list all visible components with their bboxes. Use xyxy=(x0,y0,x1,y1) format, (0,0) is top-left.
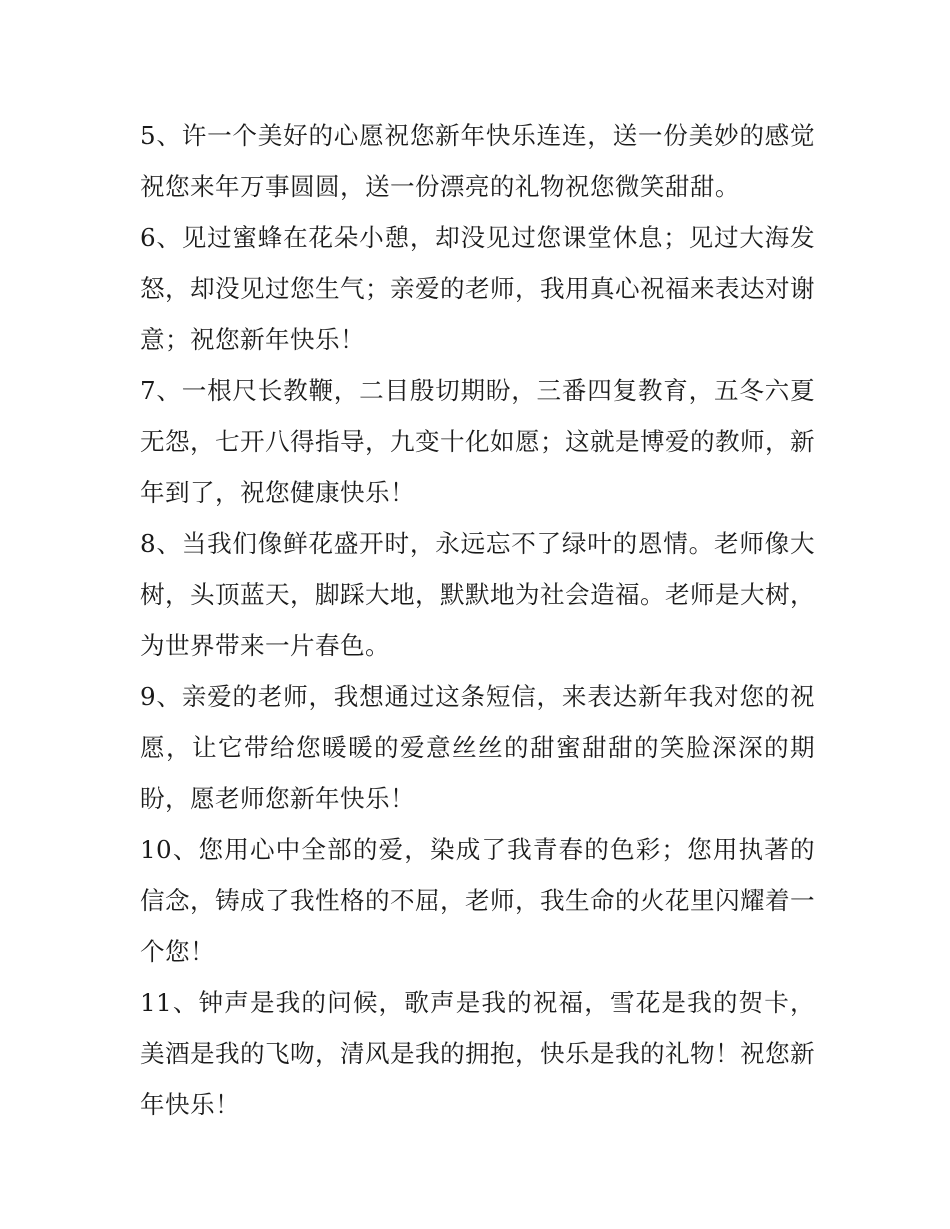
paragraph-7: 7、一根尺长教鞭，二目殷切期盼，三番四复教育，五冬六夏无怨，七开八得指导，九变十化如愿；这就是博爱的教师，新年到了，祝您健康快乐！ xyxy=(140,376,815,507)
paragraph-6: 6、见过蜜蜂在花朵小憩，却没见过您课堂休息；见过大海发怒，却没见过您生气；亲爱的老师，我用真心祝福来表达对谢意；祝您新年快乐！ xyxy=(140,223,815,354)
paragraph-9: 9、亲爱的老师，我想通过这条短信，来表达新年我对您的祝愿，让它带给您暖暖的爱意丝丝的甜蜜甜甜的笑脸深深的期盼，愿老师您新年快乐！ xyxy=(140,682,815,813)
document-body xyxy=(140,110,815,1130)
paragraph-8: 8、当我们像鲜花盛开时，永远忘不了绿叶的恩情。老师像大树，头顶蓝天，脚踩大地，默默地为社会造福。老师是大树，为世界带来一片春色。 xyxy=(140,529,815,660)
paragraph-11: 11、钟声是我的问候，歌声是我的祝福，雪花是我的贺卡，美酒是我的飞吻，清风是我的拥抱，快乐是我的礼物！祝您新年快乐！ xyxy=(140,988,815,1119)
paragraph-5: 5、许一个美好的心愿祝您新年快乐连连，送一份美妙的感觉祝您来年万事圆圆，送一份漂亮的礼物祝您微笑甜甜。 xyxy=(140,121,815,201)
paragraph-10: 10、您用心中全部的爱，染成了我青春的色彩；您用执著的信念，铸成了我性格的不屈，老师，我生命的火花里闪耀着一个您！ xyxy=(140,835,815,966)
